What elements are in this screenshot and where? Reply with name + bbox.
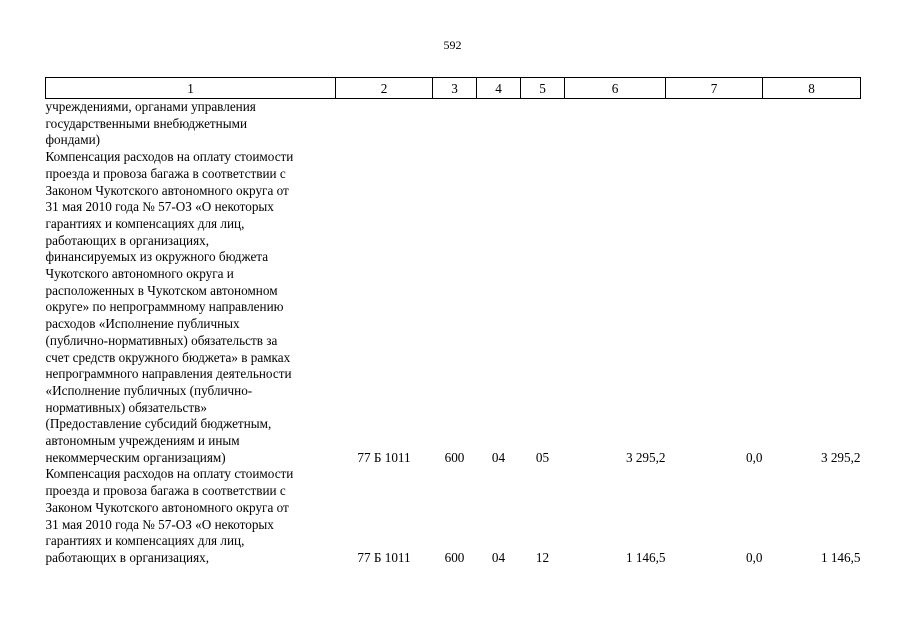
page-number: 592 <box>443 38 462 52</box>
empty-cell <box>433 99 477 150</box>
continuation-row <box>46 99 861 150</box>
description-line: фондами) <box>45 132 101 148</box>
row-description <box>46 466 336 566</box>
amount-cell: 3 295,2 <box>625 449 666 465</box>
description-line: проезда и провоза багажа в соответствии с <box>45 483 286 499</box>
description-line: 31 мая 2010 года № 57-ОЗ «О некоторых <box>45 516 274 532</box>
budget-table <box>45 77 861 567</box>
section-cell: 04 <box>491 549 506 565</box>
total-cell: 3 295,2 <box>820 449 861 465</box>
target-code-cell: 77 Б 1011 <box>357 449 411 465</box>
header-row <box>46 78 861 99</box>
expense-type-cell: 600 <box>444 549 465 565</box>
row-description <box>46 149 336 466</box>
column-header-2: 2 <box>336 78 433 99</box>
column-header-7: 7 <box>666 78 763 99</box>
amount-cell: 1 146,5 <box>625 549 666 565</box>
description-line: работающих в организациях, <box>45 549 210 565</box>
change-cell: 0,0 <box>746 549 763 565</box>
empty-cell <box>763 99 861 150</box>
change-cell: 0,0 <box>746 449 763 465</box>
description-line: (Предоставление субсидий бюджетным, <box>45 416 272 432</box>
subsection-cell: 05 <box>535 449 550 465</box>
description-line: непрограммного направления деятельности <box>45 366 292 382</box>
empty-cell <box>521 99 565 150</box>
column-header-5: 5 <box>521 78 565 99</box>
description-line: «Исполнение публичных (публично- <box>45 382 253 398</box>
description-line: гарантиях и компенсациях для лиц, <box>45 533 245 549</box>
target-code-cell: 77 Б 1011 <box>357 549 411 565</box>
description-line: проезда и провоза багажа в соответствии с <box>45 165 286 181</box>
description-line: 31 мая 2010 года № 57-ОЗ «О некоторых <box>45 199 274 215</box>
empty-cell <box>336 99 433 150</box>
table-row <box>46 466 861 566</box>
table-row <box>46 149 861 466</box>
description-line: работающих в организациях, <box>45 232 210 248</box>
continuation-description <box>46 99 336 150</box>
description-line: некоммерческим организациям) <box>45 449 226 465</box>
description-line: Компенсация расходов на оплату стоимости <box>45 466 294 482</box>
description-line: расположенных в Чукотском автономном <box>45 282 278 298</box>
description-line: финансируемых из окружного бюджета <box>45 249 269 265</box>
description-line: гарантиях и компенсациях для лиц, <box>45 215 245 231</box>
column-header-8: 8 <box>763 78 861 99</box>
description-line: округе» по непрограммному направлению <box>45 299 284 315</box>
description-line: счет средств окружного бюджета» в рамках <box>45 349 291 365</box>
description-line: Законом Чукотского автономного округа от <box>45 499 289 515</box>
description-line: учреждениями, органами управления <box>45 99 256 114</box>
table-header <box>46 78 861 99</box>
description-line: расходов «Исполнение публичных <box>45 316 240 332</box>
description-line: Законом Чукотского автономного округа от <box>45 182 289 198</box>
column-header-6: 6 <box>565 78 666 99</box>
column-header-4: 4 <box>477 78 521 99</box>
description-line: государственными внебюджетными <box>45 115 248 131</box>
empty-cell <box>565 99 666 150</box>
subsection-cell: 12 <box>535 549 550 565</box>
description-line: Чукотского автономного округа и <box>45 266 234 282</box>
expense-type-cell: 600 <box>444 449 465 465</box>
description-line: автономным учреждениям и иным <box>45 433 240 449</box>
description-line: Компенсация расходов на оплату стоимости <box>45 149 294 165</box>
column-header-1: 1 <box>46 78 336 99</box>
empty-cell <box>666 99 763 150</box>
description-line: нормативных) обязательств» <box>45 399 207 415</box>
description-line: (публично-нормативных) обязательств за <box>45 332 278 348</box>
empty-cell <box>477 99 521 150</box>
column-header-3: 3 <box>433 78 477 99</box>
section-cell: 04 <box>491 449 506 465</box>
total-cell: 1 146,5 <box>820 549 861 565</box>
